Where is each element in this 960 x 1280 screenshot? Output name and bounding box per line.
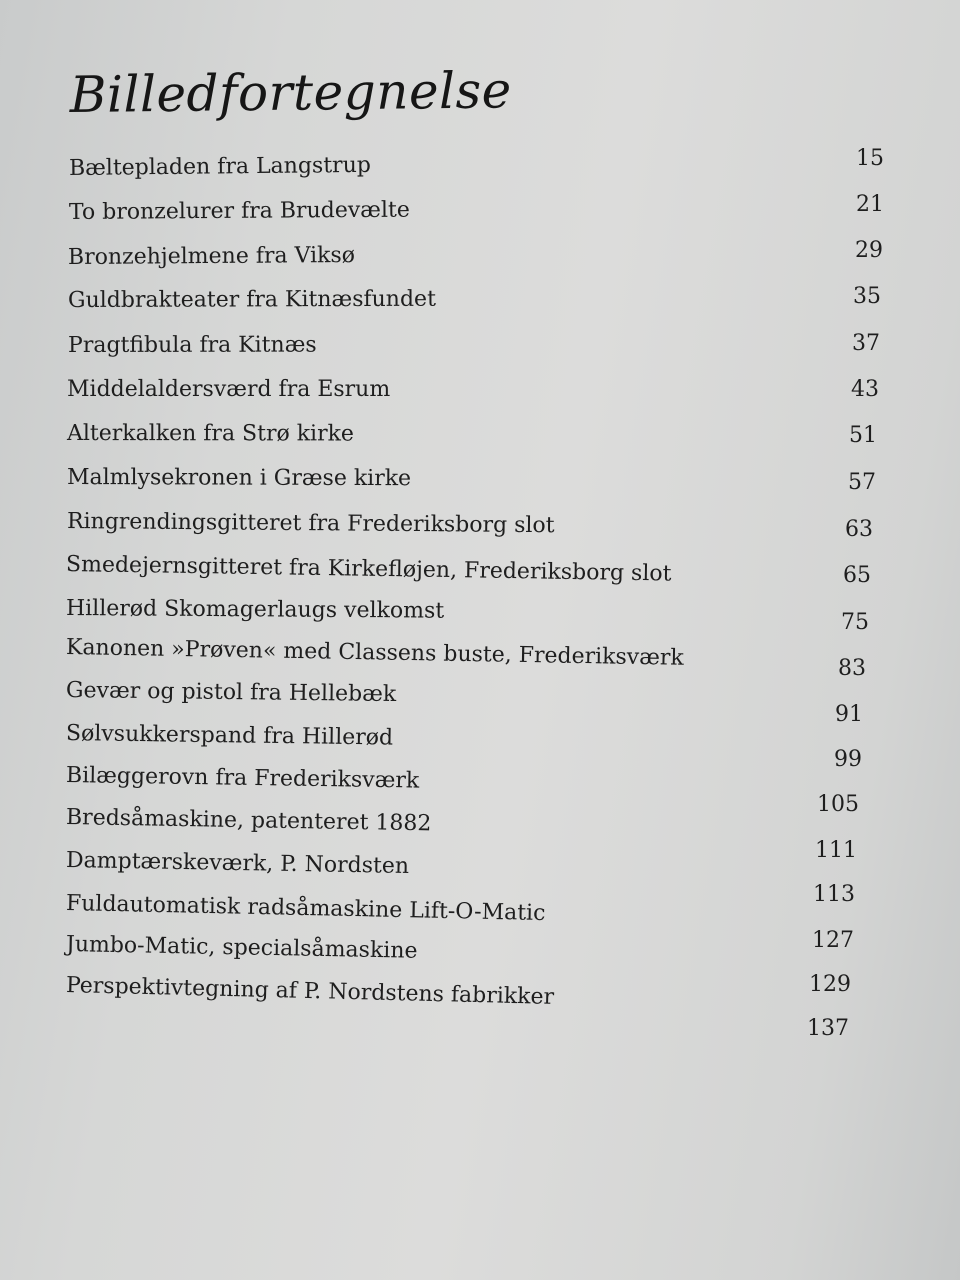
page-number: 15 <box>856 146 884 171</box>
page-number: 91 <box>835 702 863 727</box>
list-item-label: To bronzelurer fra Brudevælte <box>68 197 410 225</box>
list-item-label: Gevær og pistol fra Hellebæk <box>65 678 397 708</box>
list-item-label: Fuldautomatisk radsåmaskine Lift-O-Matic <box>65 891 546 927</box>
page-number: 127 <box>812 928 854 953</box>
page-number: 65 <box>843 563 871 588</box>
page-number: 37 <box>852 331 880 356</box>
page-number: 111 <box>815 838 857 863</box>
page-number: 83 <box>838 656 866 681</box>
list-item-label: Hillerød Skomagerlaugs velkomst <box>65 596 445 624</box>
list-item-label: Bronzehjelmene fra Viksø <box>67 242 356 270</box>
page-number: 105 <box>817 792 859 817</box>
page-number: 21 <box>856 192 884 217</box>
page-number: 113 <box>813 882 855 907</box>
list-item-label: Sølvsukkerspand fra Hillerød <box>65 721 394 751</box>
list-item-label: Jumbo-Matic, specialsåmaskine <box>65 932 418 964</box>
page-number: 51 <box>849 423 877 448</box>
page-number: 137 <box>807 1016 849 1041</box>
list-item-label: Bredsåmaskine, patenteret 1882 <box>65 805 432 837</box>
page-number: 63 <box>845 517 873 542</box>
list-item-label: Pragtfibula fra Kitnæs <box>67 332 317 358</box>
list-item-label: Damptærskeværk, P. Nordsten <box>65 848 410 879</box>
list-item-label: Malmlysekronen i Græse kirke <box>66 465 412 492</box>
page-number: 75 <box>841 610 869 635</box>
page-number: 43 <box>851 377 879 402</box>
page-number: 57 <box>848 470 876 495</box>
page-title: Billedfortegnelse <box>69 61 513 124</box>
list-item-label: Bæltepladen fra Langstrup <box>68 152 372 181</box>
list-item-label: Ringrendingsgitteret fra Frederiksborg slot <box>66 509 555 539</box>
page-number: 29 <box>855 238 883 263</box>
list-item-label: Alterkalken fra Strø kirke <box>66 421 354 447</box>
page-number: 35 <box>853 284 881 309</box>
list-item-label: Guldbrakteater fra Kitnæsfundet <box>67 286 436 313</box>
list-item-label: Middelaldersværd fra Esrum <box>67 377 391 402</box>
page-number: 129 <box>809 972 851 997</box>
page-number: 99 <box>834 747 862 772</box>
list-item-label: Bilæggerovn fra Frederiksværk <box>65 763 420 794</box>
list-item-label: Smedejernsgitteret fra Kirkefløjen, Frederiksborg slot <box>65 552 672 587</box>
list-item-label: Perspektivtegning af P. Nordstens fabrikker <box>65 973 555 1010</box>
list-item-label: Kanonen »Prøven« med Classens buste, Frederiksværk <box>65 635 684 671</box>
